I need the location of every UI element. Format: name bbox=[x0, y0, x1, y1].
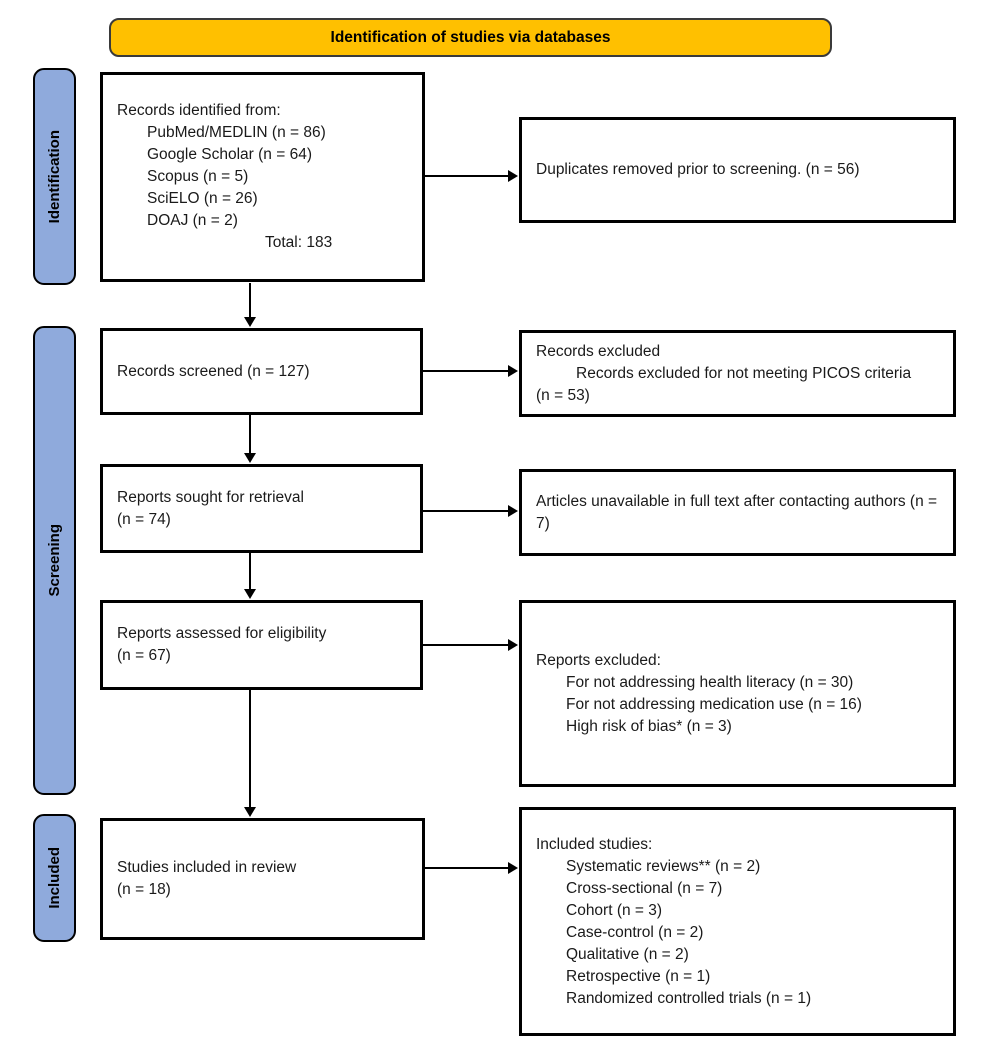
reports-sought-line1: Reports sought for retrieval bbox=[117, 488, 304, 506]
arrow-sought-to-assessed bbox=[249, 553, 251, 590]
box-records-identified bbox=[100, 72, 425, 282]
stage-label-identification bbox=[33, 68, 76, 285]
included-studies-item: Case-control (n = 2) bbox=[566, 923, 704, 941]
box-records-screened bbox=[100, 328, 423, 415]
included-studies-item: Cohort (n = 3) bbox=[566, 901, 663, 919]
arrow-screened-to-records-excluded bbox=[423, 370, 509, 372]
box-articles-unavailable bbox=[519, 469, 956, 556]
included-studies-title: Included studies: bbox=[536, 835, 653, 853]
arrow-identified-to-screened bbox=[249, 283, 251, 318]
arrow-assessed-to-included bbox=[249, 690, 251, 808]
reports-excluded-item: For not addressing medication use (n = 16) bbox=[566, 695, 862, 713]
records-identified-title: Records identified from: bbox=[117, 102, 281, 119]
arrow-assessed-to-reports-excluded bbox=[423, 644, 509, 646]
arrow-identified-to-duplicates bbox=[425, 175, 509, 177]
included-studies-item: Retrospective (n = 1) bbox=[566, 967, 711, 985]
records-screened-text: Records screened (n = 127) bbox=[117, 362, 310, 380]
arrow-screened-to-sought bbox=[249, 415, 251, 454]
box-records-excluded bbox=[519, 330, 956, 417]
reports-excluded-item: High risk of bias* (n = 3) bbox=[566, 717, 732, 735]
box-included-studies bbox=[519, 807, 956, 1036]
included-studies-item: Randomized controlled trials (n = 1) bbox=[566, 989, 812, 1007]
box-reports-sought bbox=[100, 464, 423, 553]
arrow-included-to-included-studies bbox=[425, 867, 509, 869]
stage-label-screening-text: Screening bbox=[46, 524, 63, 597]
records-identified-item: DOAJ (n = 2) bbox=[147, 212, 238, 229]
stage-label-included-text: Included bbox=[46, 847, 63, 909]
included-studies-item: Systematic reviews** (n = 2) bbox=[566, 857, 761, 875]
records-identified-item: Scopus (n = 5) bbox=[147, 168, 249, 185]
records-identified-item: PubMed/MEDLIN (n = 86) bbox=[147, 124, 326, 141]
reports-sought-line2: (n = 74) bbox=[117, 510, 171, 528]
articles-unavailable-text: Articles unavailable in full text after contacting authors (n = 7) bbox=[536, 492, 938, 532]
arrow-sought-to-articles-unavailable bbox=[423, 510, 509, 512]
included-studies-item: Cross-sectional (n = 7) bbox=[566, 879, 723, 897]
reports-assessed-line2: (n = 67) bbox=[117, 647, 171, 664]
banner-identification-of-studies bbox=[109, 18, 832, 57]
banner-title: Identification of studies via databases bbox=[330, 28, 611, 46]
studies-included-line1: Studies included in review bbox=[117, 859, 297, 876]
box-reports-assessed bbox=[100, 600, 423, 690]
reports-excluded-item: For not addressing health literacy (n = 30) bbox=[566, 673, 854, 691]
stage-label-included bbox=[33, 814, 76, 942]
records-identified-total: Total: 183 bbox=[265, 234, 333, 251]
studies-included-line2: (n = 18) bbox=[117, 881, 171, 898]
records-identified-item: SciELO (n = 26) bbox=[147, 190, 258, 207]
box-studies-included bbox=[100, 818, 425, 940]
box-duplicates-removed bbox=[519, 117, 956, 223]
stage-label-screening bbox=[33, 326, 76, 795]
records-excluded-detail: Records excluded for not meeting PICOS criteria (n = 53) bbox=[536, 364, 912, 404]
included-studies-item: Qualitative (n = 2) bbox=[566, 945, 689, 963]
duplicates-removed-text: Duplicates removed prior to screening. (n = 56) bbox=[536, 161, 860, 178]
box-reports-excluded bbox=[519, 600, 956, 787]
reports-assessed-line1: Reports assessed for eligibility bbox=[117, 625, 327, 642]
records-excluded-title: Records excluded bbox=[536, 342, 661, 360]
records-identified-item: Google Scholar (n = 64) bbox=[147, 146, 312, 163]
stage-label-identification-text: Identification bbox=[46, 129, 63, 224]
reports-excluded-title: Reports excluded: bbox=[536, 651, 661, 669]
